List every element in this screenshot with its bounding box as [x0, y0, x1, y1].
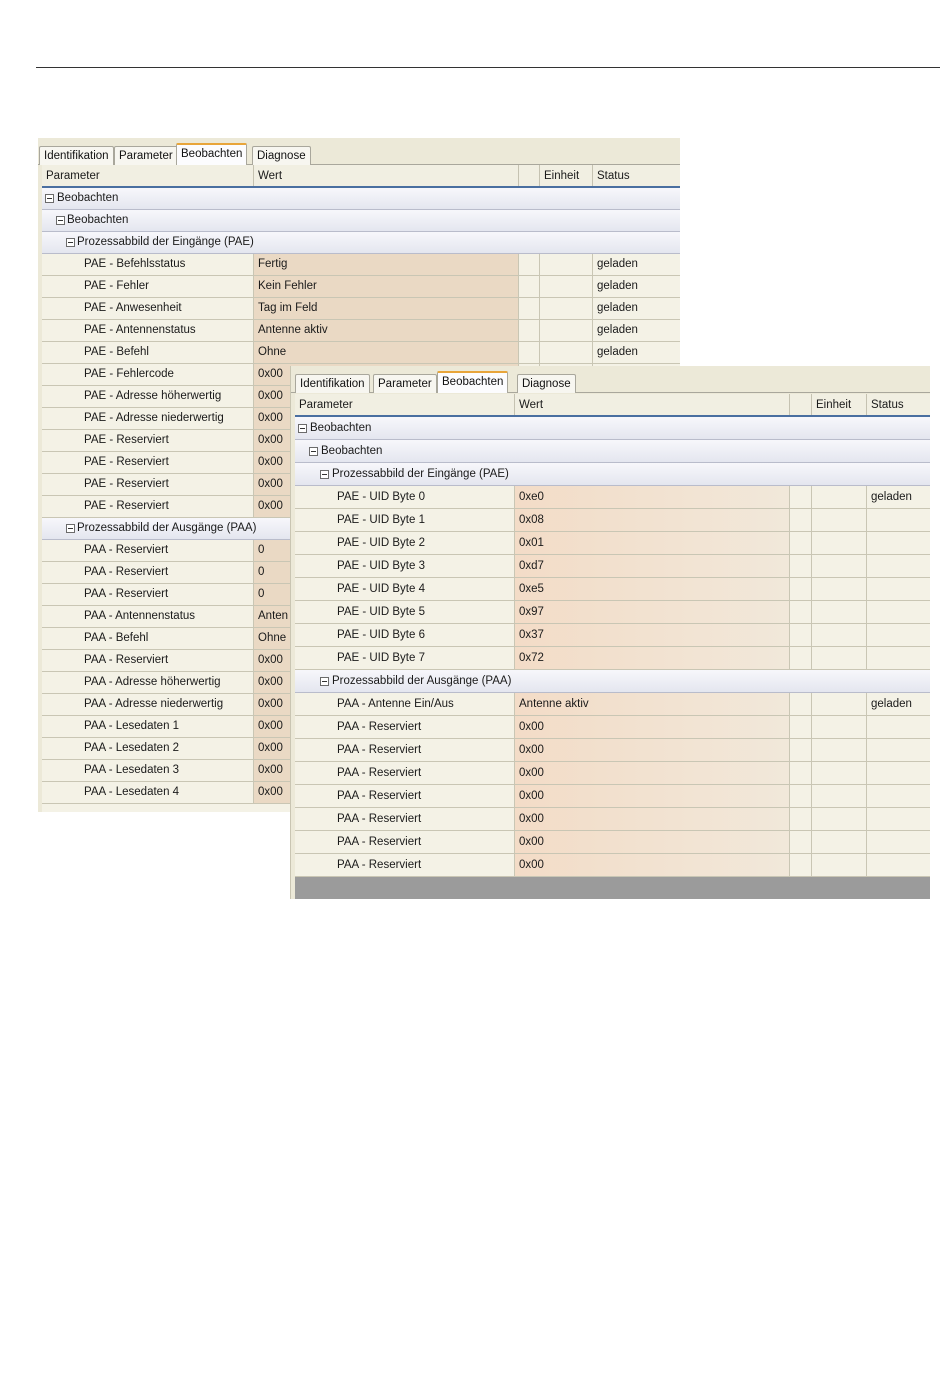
value-cell[interactable]: 0x00	[254, 738, 519, 759]
parameter-name-cell: PAA - Lesedaten 4	[42, 782, 254, 803]
collapse-icon[interactable]	[298, 424, 307, 433]
parameter-name-cell: PAA - Lesedaten 3	[42, 760, 254, 781]
parameter-name-cell: PAA - Reserviert	[295, 739, 515, 761]
unit-cell	[540, 320, 593, 341]
value-cell[interactable]: Ohne	[254, 342, 519, 363]
value-cell[interactable]: 0x01	[515, 532, 790, 554]
value-cell[interactable]: 0x00	[515, 739, 790, 761]
value-cell[interactable]: 0x00	[254, 408, 519, 429]
status-cell: geladen	[597, 280, 638, 292]
group-beobachten-sub[interactable]: Beobachten	[295, 440, 930, 463]
tab-parameter[interactable]: Parameter	[114, 146, 178, 165]
value-cell[interactable]: Antenne aktiv	[515, 693, 790, 715]
table-row[interactable]	[295, 739, 930, 762]
value-cell[interactable]: 0x00	[254, 430, 519, 451]
table-row[interactable]	[42, 298, 680, 320]
parameter-name-cell: PAA - Reserviert	[295, 808, 515, 830]
parameter-name-cell: PAA - Reserviert	[295, 831, 515, 853]
value-cell[interactable]: 0x00	[254, 496, 519, 517]
value-cell[interactable]: 0x00	[254, 694, 519, 715]
value-cell[interactable]: 0x00	[254, 474, 519, 495]
table-row[interactable]	[295, 854, 930, 877]
unit-cell	[540, 276, 593, 297]
status-cell	[867, 647, 930, 669]
status-cell	[867, 785, 930, 807]
col-header-wert[interactable]: Wert	[515, 394, 790, 415]
value-cell[interactable]: 0x00	[515, 854, 790, 876]
table-row[interactable]	[295, 509, 930, 532]
value-cell[interactable]: 0x00	[254, 452, 519, 473]
tab-identifikation[interactable]: Identifikation	[295, 374, 370, 393]
value-cell[interactable]: 0x08	[515, 509, 790, 531]
unit-cell	[812, 854, 867, 876]
parameter-name-cell: PAE - Befehl	[42, 342, 254, 363]
status-cell	[867, 854, 930, 876]
parameter-name-cell: PAE - UID Byte 4	[295, 578, 515, 600]
value-cell[interactable]: 0x00	[254, 650, 519, 671]
collapse-icon[interactable]	[66, 524, 75, 533]
value-cell[interactable]: 0x37	[515, 624, 790, 646]
col-header-einheit[interactable]: Einheit	[812, 394, 867, 415]
status-cell: geladen	[597, 346, 638, 358]
parameter-name-cell: PAE - Adresse höherwertig	[42, 386, 254, 407]
page-top-rule	[36, 67, 940, 68]
group-beobachten-sub[interactable]: Beobachten	[42, 210, 680, 232]
status-cell	[867, 601, 930, 623]
parameter-name-cell: PAE - UID Byte 1	[295, 509, 515, 531]
parameter-name-cell: PAA - Reserviert	[295, 762, 515, 784]
table-row[interactable]	[295, 693, 930, 716]
value-cell[interactable]: 0x00	[515, 762, 790, 784]
parameter-name-cell: PAE - Anwesenheit	[42, 298, 254, 319]
unit-cell	[812, 831, 867, 853]
col-header-wert[interactable]: Wert	[254, 165, 519, 186]
parameter-name-cell: PAA - Lesedaten 2	[42, 738, 254, 759]
parameter-name-cell: PAE - Adresse niederwertig	[42, 408, 254, 429]
parameter-name-cell: PAA - Antennenstatus	[42, 606, 254, 627]
status-cell: geladen	[871, 698, 912, 710]
parameter-name-cell: PAE - Antennenstatus	[42, 320, 254, 341]
status-cell	[867, 555, 930, 577]
blank-cell	[790, 532, 812, 554]
parameter-name-cell: PAA - Reserviert	[295, 716, 515, 738]
unit-cell	[812, 601, 867, 623]
col-header-parameter[interactable]: Parameter	[42, 165, 254, 186]
tab-diagnose[interactable]: Diagnose	[252, 146, 311, 165]
value-cell[interactable]: 0xe0	[515, 486, 790, 508]
value-cell[interactable]: 0x00	[254, 760, 519, 781]
table-row[interactable]	[295, 555, 930, 578]
status-cell: geladen	[597, 258, 638, 270]
parameter-name-cell: PAE - UID Byte 2	[295, 532, 515, 554]
tab-diagnose[interactable]: Diagnose	[517, 374, 576, 393]
tab-beobachten[interactable]: Beobachten	[176, 143, 247, 165]
group-beobachten-root[interactable]: Beobachten	[295, 417, 930, 440]
collapse-icon[interactable]	[45, 194, 54, 203]
blank-cell	[790, 578, 812, 600]
blank-cell	[790, 555, 812, 577]
parameter-name-cell: PAA - Reserviert	[42, 562, 254, 583]
status-cell	[867, 808, 930, 830]
unit-cell	[812, 716, 867, 738]
value-cell[interactable]: Ohne	[254, 628, 519, 649]
table-row[interactable]	[295, 831, 930, 854]
value-cell[interactable]: 0x00	[254, 364, 519, 385]
blank-cell	[519, 342, 540, 363]
status-cell	[867, 509, 930, 531]
table-row[interactable]	[42, 254, 680, 276]
tab-bar	[38, 138, 680, 165]
status-cell	[867, 762, 930, 784]
table-row[interactable]	[295, 486, 930, 509]
group-pae[interactable]: Prozessabbild der Eingänge (PAE)	[42, 232, 680, 254]
value-cell[interactable]: Kein Fehler	[254, 276, 519, 297]
parameter-name-cell: PAA - Reserviert	[295, 854, 515, 876]
table-row[interactable]	[42, 320, 680, 342]
parameter-name-cell: PAE - Reserviert	[42, 474, 254, 495]
collapse-icon[interactable]	[56, 216, 65, 225]
col-header-einheit[interactable]: Einheit	[540, 165, 593, 186]
collapse-icon[interactable]	[320, 470, 329, 479]
value-cell[interactable]: 0x97	[515, 601, 790, 623]
blank-cell	[790, 739, 812, 761]
blank-cell	[790, 762, 812, 784]
blank-cell	[519, 254, 540, 275]
table-row[interactable]	[42, 342, 680, 364]
unit-cell	[812, 739, 867, 761]
status-cell: geladen	[597, 302, 638, 314]
parameter-name-cell: PAA - Lesedaten 1	[42, 716, 254, 737]
value-cell[interactable]: 0x00	[515, 808, 790, 830]
tab-bar	[291, 366, 930, 393]
col-header-status[interactable]: Status	[597, 170, 630, 182]
value-cell[interactable]: 0x00	[254, 672, 519, 693]
blank-cell	[790, 808, 812, 830]
unit-cell	[812, 486, 867, 508]
unit-cell	[812, 693, 867, 715]
table-row[interactable]	[295, 762, 930, 785]
value-cell[interactable]: 0	[254, 540, 519, 561]
parameter-name-cell: PAA - Adresse niederwertig	[42, 694, 254, 715]
tab-beobachten[interactable]: Beobachten	[437, 371, 508, 393]
unit-cell	[812, 509, 867, 531]
blank-cell	[790, 854, 812, 876]
unit-cell	[812, 578, 867, 600]
parameter-name-cell: PAE - Reserviert	[42, 430, 254, 451]
table-row[interactable]	[295, 624, 930, 647]
parameter-name-cell: PAE - UID Byte 0	[295, 486, 515, 508]
status-cell	[867, 578, 930, 600]
blank-cell	[790, 647, 812, 669]
table-row[interactable]	[295, 532, 930, 555]
collapse-icon[interactable]	[309, 447, 318, 456]
unit-cell	[812, 762, 867, 784]
status-cell	[867, 532, 930, 554]
parameter-name-cell: PAE - UID Byte 5	[295, 601, 515, 623]
tab-parameter[interactable]: Parameter	[373, 374, 437, 393]
group-beobachten-root[interactable]: Beobachten	[42, 188, 680, 210]
observe-panel-front	[291, 366, 930, 899]
unit-cell	[812, 808, 867, 830]
unit-cell	[540, 342, 593, 363]
tab-identifikation[interactable]: Identifikation	[39, 146, 114, 165]
unit-cell	[812, 647, 867, 669]
col-header-blank[interactable]	[519, 165, 540, 186]
blank-cell	[519, 320, 540, 341]
value-cell[interactable]: Fertig	[254, 254, 519, 275]
unit-cell	[540, 254, 593, 275]
unit-cell	[812, 624, 867, 646]
table-row[interactable]	[42, 276, 680, 298]
unit-cell	[812, 785, 867, 807]
value-cell[interactable]: 0	[254, 584, 519, 605]
table-row[interactable]	[295, 601, 930, 624]
blank-cell	[519, 276, 540, 297]
parameter-name-cell: PAE - Reserviert	[42, 496, 254, 517]
value-cell[interactable]: Tag im Feld	[254, 298, 519, 319]
table-row[interactable]	[295, 808, 930, 831]
parameter-grid	[295, 394, 930, 899]
blank-cell	[790, 693, 812, 715]
status-cell: geladen	[597, 324, 638, 336]
parameter-name-cell: PAA - Antenne Ein/Aus	[295, 693, 515, 715]
unit-cell	[540, 298, 593, 319]
parameter-name-cell: PAA - Reserviert	[42, 584, 254, 605]
col-header-blank[interactable]	[790, 394, 812, 415]
value-cell[interactable]: Antenne aktiv	[254, 320, 519, 341]
parameter-name-cell: PAA - Reserviert	[295, 785, 515, 807]
grid-empty-area	[295, 877, 930, 895]
parameter-name-cell: PAE - Fehlercode	[42, 364, 254, 385]
blank-cell	[790, 624, 812, 646]
status-cell: geladen	[871, 491, 912, 503]
blank-cell	[790, 486, 812, 508]
value-cell[interactable]: 0xd7	[515, 555, 790, 577]
value-cell[interactable]: 0x00	[254, 386, 519, 407]
grid-header	[295, 394, 930, 417]
blank-cell	[790, 785, 812, 807]
table-row[interactable]	[295, 716, 930, 739]
collapse-icon[interactable]	[320, 677, 329, 686]
value-cell[interactable]: 0x00	[254, 716, 519, 737]
value-cell[interactable]: 0x72	[515, 647, 790, 669]
parameter-name-cell: PAA - Adresse höherwertig	[42, 672, 254, 693]
blank-cell	[790, 601, 812, 623]
parameter-name-cell: PAE - Reserviert	[42, 452, 254, 473]
blank-cell	[790, 716, 812, 738]
status-cell	[867, 716, 930, 738]
status-cell	[867, 624, 930, 646]
value-cell[interactable]: 0x00	[515, 785, 790, 807]
parameter-name-cell: PAE - Fehler	[42, 276, 254, 297]
table-row[interactable]	[295, 578, 930, 601]
blank-cell	[790, 509, 812, 531]
status-cell	[867, 831, 930, 853]
unit-cell	[812, 532, 867, 554]
value-cell[interactable]: 0x00	[515, 831, 790, 853]
value-cell[interactable]: 0xe5	[515, 578, 790, 600]
parameter-name-cell: PAE - UID Byte 6	[295, 624, 515, 646]
group-pae[interactable]: Prozessabbild der Eingänge (PAE)	[295, 463, 930, 486]
col-header-status[interactable]: Status	[871, 399, 904, 411]
blank-cell	[519, 298, 540, 319]
parameter-name-cell: PAA - Reserviert	[42, 650, 254, 671]
value-cell[interactable]: 0x00	[254, 782, 519, 803]
unit-cell	[812, 555, 867, 577]
col-header-parameter[interactable]: Parameter	[295, 394, 515, 415]
status-cell	[867, 739, 930, 761]
parameter-name-cell: PAE - UID Byte 3	[295, 555, 515, 577]
value-cell[interactable]: 0x00	[515, 716, 790, 738]
group-paa[interactable]: Prozessabbild der Ausgänge (PAA)	[295, 670, 930, 693]
value-cell[interactable]: 0	[254, 562, 519, 583]
grid-header	[42, 165, 680, 188]
parameter-name-cell: PAE - UID Byte 7	[295, 647, 515, 669]
collapse-icon[interactable]	[66, 238, 75, 247]
blank-cell	[790, 831, 812, 853]
table-row[interactable]	[295, 647, 930, 670]
value-cell[interactable]: Anten	[254, 606, 519, 627]
table-row[interactable]	[295, 785, 930, 808]
parameter-name-cell: PAE - Befehlsstatus	[42, 254, 254, 275]
parameter-name-cell: PAA - Reserviert	[42, 540, 254, 561]
group-paa[interactable]: Prozessabbild der Ausgänge (PAA)	[42, 518, 680, 540]
parameter-name-cell: PAA - Befehl	[42, 628, 254, 649]
